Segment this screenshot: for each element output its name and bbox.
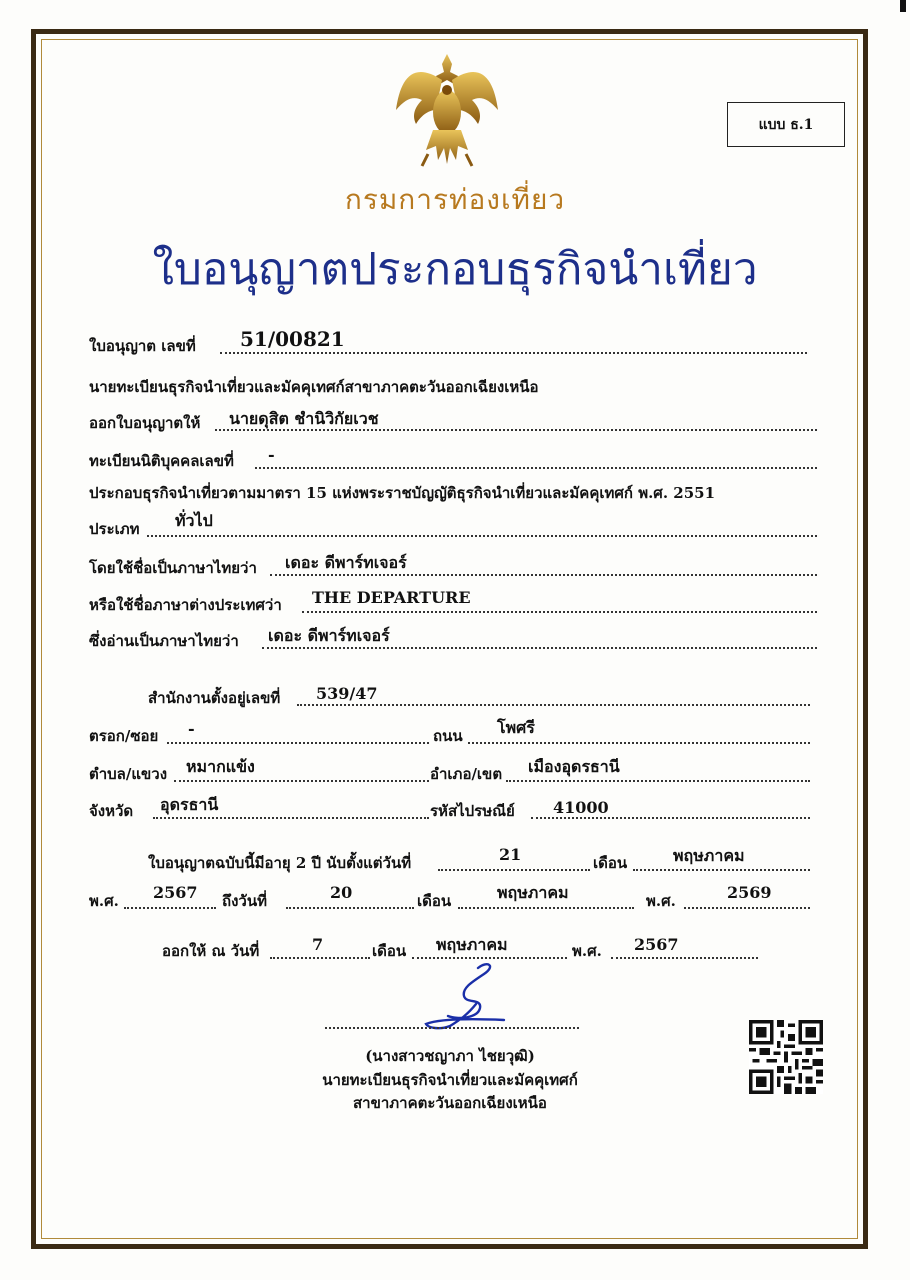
dotted-line — [255, 467, 817, 469]
foreign-name-label: หรือใช้ชื่อภาษาต่างประเทศว่า — [89, 596, 282, 614]
juristic-no-value: - — [268, 445, 275, 464]
dotted-line — [167, 742, 429, 744]
postcode-label: รหัสไปรษณีย์ — [430, 802, 515, 820]
alley-value: - — [188, 719, 195, 738]
subdistrict-value: หมากแข้ง — [186, 757, 255, 776]
handwritten-signature-icon — [418, 958, 508, 1033]
district-value: เมืองอุดรธานี — [528, 757, 620, 776]
road-value: โพศรี — [497, 718, 535, 737]
validity-end-be-label: พ.ศ. — [646, 892, 676, 910]
issued-on-label: ออกให้ ณ วันที่ — [162, 942, 260, 960]
juristic-no-label: ทะเบียนนิติบุคคลเลขที่ — [89, 452, 234, 470]
office-label: สำนักงานตั้งอยู่เลขที่ — [148, 689, 281, 707]
thai-name-value: เดอะ ดีพาร์ทเจอร์ — [285, 553, 407, 572]
validity-month-label: เดือน — [593, 854, 628, 872]
registrar-line: นายทะเบียนธุรกิจนำเที่ยวและมัคคุเทศก์สาขาภาคตะวันออกเฉียงเหนือ — [89, 378, 539, 396]
signatory-position: นายทะเบียนธุรกิจนำเที่ยวและมัคคุเทศก์ — [322, 1071, 578, 1089]
subdistrict-label: ตำบล/แขวง — [89, 765, 168, 783]
validity-start-year: 2567 — [153, 883, 198, 902]
validity-end-month: พฤษภาคม — [497, 883, 569, 902]
dotted-line — [611, 957, 758, 959]
signatory-name: (นางสาวชญาภา ไชยวุฒิ) — [365, 1047, 535, 1065]
reading-value: เดอะ ดีพาร์ทเจอร์ — [268, 626, 390, 645]
dotted-line — [215, 429, 817, 431]
dotted-line — [438, 869, 590, 871]
license-no-value: 51/00821 — [240, 327, 345, 351]
dotted-line — [506, 780, 810, 782]
road-label: ถนน — [433, 727, 463, 745]
signature-line — [325, 1027, 579, 1029]
dotted-line — [270, 957, 370, 959]
dotted-line — [458, 907, 634, 909]
dotted-line — [220, 352, 807, 354]
garuda-emblem-icon — [392, 50, 502, 168]
law-line: ประกอบธุรกิจนำเที่ยวตามมาตรา 15 แห่งพระราชบัญญัติธุรกิจนำเที่ยวและมัคคุเทศก์ พ.ศ. 2551 — [89, 484, 716, 502]
issued-to-value: นายดุสิต ชำนิวิกัยเวช — [229, 409, 379, 428]
dotted-line — [286, 907, 414, 909]
postcode-value: 41000 — [553, 798, 609, 817]
issued-on-month-label: เดือน — [372, 942, 407, 960]
dotted-line — [468, 742, 810, 744]
dotted-line — [633, 869, 810, 871]
province-label: จังหวัด — [89, 802, 134, 820]
validity-end-day: 20 — [330, 883, 353, 902]
issued-on-month: พฤษภาคม — [436, 935, 508, 954]
document-title: ใบอนุญาตประกอบธุรกิจนำเที่ยว — [152, 244, 758, 295]
foreign-name-value: THE DEPARTURE — [312, 588, 471, 607]
issued-to-label: ออกใบอนุญาตให้ — [89, 414, 201, 432]
department-name: กรมการท่องเที่ยว — [344, 183, 566, 216]
validity-start-day: 21 — [499, 845, 522, 864]
dotted-line — [153, 817, 429, 819]
category-label: ประเภท — [89, 520, 140, 538]
district-label: อำเภอ/เขต — [430, 765, 503, 783]
edge-mark — [900, 0, 906, 12]
office-value: 539/47 — [316, 684, 378, 703]
dotted-line — [147, 535, 817, 537]
license-no-label: ใบอนุญาต เลขที่ — [89, 337, 196, 355]
dotted-line — [174, 780, 429, 782]
reading-label: ซึ่งอ่านเป็นภาษาไทยว่า — [89, 632, 239, 650]
validity-be-label: พ.ศ. — [89, 892, 119, 910]
validity-end-year: 2569 — [727, 883, 772, 902]
dotted-line — [302, 611, 817, 613]
validity-until-label: ถึงวันที่ — [222, 892, 267, 910]
dotted-line — [262, 647, 817, 649]
dotted-line — [297, 704, 810, 706]
thai-name-label: โดยใช้ชื่อเป็นภาษาไทยว่า — [89, 559, 257, 577]
issued-on-year: 2567 — [634, 935, 679, 954]
dotted-line — [531, 817, 810, 819]
qr-code-icon — [749, 1020, 823, 1094]
validity-start-month: พฤษภาคม — [673, 846, 745, 865]
dotted-line — [684, 907, 810, 909]
validity-end-month-label: เดือน — [417, 892, 452, 910]
form-code-box: แบบ ธ.1 — [727, 102, 845, 147]
dotted-line — [270, 574, 817, 576]
validity-label: ใบอนุญาตฉบับนี้มีอายุ 2 ปี นับตั้งแต่วันที่ — [148, 854, 412, 872]
alley-label: ตรอก/ซอย — [89, 727, 159, 745]
issued-on-day: 7 — [312, 935, 324, 954]
category-value: ทั่วไป — [175, 511, 213, 530]
province-value: อุดรธานี — [160, 795, 219, 814]
signatory-branch: สาขาภาคตะวันออกเฉียงเหนือ — [353, 1094, 547, 1112]
issued-on-be-label: พ.ศ. — [572, 942, 602, 960]
dotted-line — [124, 907, 216, 909]
